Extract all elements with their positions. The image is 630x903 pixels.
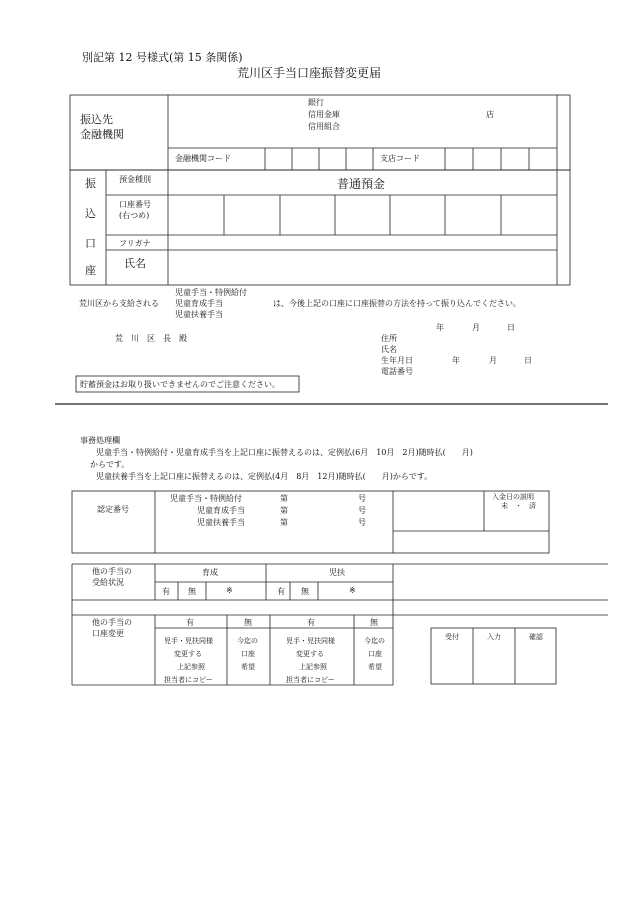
- change-ikusei-no-note-2: 口座: [241, 650, 255, 658]
- date-year: 年: [436, 323, 444, 332]
- birthdate-label: 生年月日: [381, 356, 413, 365]
- cert-number-label: 認定番号: [97, 505, 129, 514]
- birth-month: 月: [489, 356, 497, 365]
- change-ikusei-no-note-3: 希望: [241, 663, 255, 671]
- cert-fuyou: 児童扶養手当: [197, 518, 245, 527]
- branch-code-label: 支店コード: [380, 154, 420, 163]
- receipt-fuyou-no[interactable]: 無: [301, 587, 309, 596]
- allowance-ikusei: 児童育成手当: [175, 299, 223, 308]
- office-heading: 事務処理欄: [80, 436, 120, 445]
- allowance-child: 児童手当・特例給付: [175, 288, 247, 297]
- cert-dai-2: 第: [280, 506, 288, 515]
- change-ikusei-yes-note-4: 担当者にコピー: [164, 676, 213, 684]
- change-fuyou-no-note-2: 口座: [368, 650, 382, 658]
- cert-go-2: 号: [358, 506, 366, 515]
- phone-label: 電話番号: [381, 367, 413, 376]
- date-month: 月: [472, 323, 480, 332]
- office-line-3: 児童扶養手当を上記口座に振替えるのは、定例払(4月 8月 12月)随時払( 月)からです。: [96, 472, 433, 481]
- receipt-fuyou-yes[interactable]: 有: [277, 587, 285, 596]
- other-receipt-label-line2: 受給状況: [92, 578, 124, 587]
- birth-year: 年: [452, 356, 460, 365]
- office-line-2: からです。: [90, 460, 130, 469]
- address-label: 住所: [381, 334, 397, 343]
- change-fuyou-no-note-3: 希望: [368, 663, 382, 671]
- cert-child: 児童手当・特例給付: [170, 494, 242, 503]
- change-fuyou-yes-note-3: 上記参照: [299, 663, 327, 671]
- bank-code-label: 金融機関コード: [175, 154, 231, 163]
- form-number: 別記第 12 号様式(第 15 条関係): [82, 51, 243, 64]
- bank-section-label-line1: 振込先: [80, 113, 113, 126]
- account-holder-label: 氏名: [124, 257, 146, 270]
- receipt-ikusei-yes[interactable]: 有: [162, 587, 170, 596]
- cert-ikusei: 児童育成手当: [197, 506, 245, 515]
- change-fuyou-yes-note-4: 担当者にコピー: [286, 676, 335, 684]
- stamp-confirm-label: 確認: [529, 633, 543, 641]
- change-ikusei-no-note-1: 今迄の: [237, 637, 258, 645]
- addressee: 荒 川 区 長 殿: [115, 334, 187, 343]
- furigana-label: フリガナ: [119, 239, 151, 248]
- deposit-explanation-label: 入金日の説明: [492, 493, 534, 501]
- form-title: 荒川区手当口座振替変更届: [237, 66, 382, 80]
- account-side-char-2: 込: [85, 207, 96, 220]
- receipt-fuyou-heading: 児扶: [329, 568, 345, 577]
- change-fuyou-yes[interactable]: 有: [307, 618, 315, 627]
- deposit-explanation-options: 未 ・ 済: [501, 502, 536, 510]
- date-day: 日: [507, 323, 515, 332]
- birth-day: 日: [524, 356, 532, 365]
- cert-dai-1: 第: [280, 494, 288, 503]
- statement-prefix: 荒川区から支給される: [79, 299, 159, 308]
- allowance-fuyou: 児童扶養手当: [175, 310, 223, 319]
- receipt-ikusei-no[interactable]: 無: [188, 587, 196, 596]
- stamp-input-label: 入力: [487, 633, 501, 641]
- bank-type-kumiai[interactable]: 信用組合: [308, 122, 340, 131]
- bank-type-shinkin[interactable]: 信用金庫: [308, 110, 340, 119]
- cert-go-1: 号: [358, 494, 366, 503]
- receipt-ikusei-heading: 育成: [202, 568, 218, 577]
- change-ikusei-yes-note-3: 上記参照: [177, 663, 205, 671]
- bank-section-label-line2: 金融機関: [80, 128, 124, 141]
- applicant-name-label: 氏名: [381, 345, 397, 354]
- change-fuyou-yes-note-2: 変更する: [296, 650, 324, 658]
- bank-branch-suffix: 店: [486, 110, 494, 119]
- other-receipt-label-line1: 他の手当の: [92, 567, 132, 576]
- savings-notice: 貯蓄預金はお取り扱いできませんのでご注意ください。: [80, 380, 280, 389]
- cert-go-3: 号: [358, 518, 366, 527]
- account-change-label-line2: 口座変更: [92, 629, 124, 638]
- change-fuyou-no-note-1: 今迄の: [364, 637, 385, 645]
- account-number-label: 口座番号: [119, 200, 151, 209]
- change-ikusei-yes-note-2: 変更する: [174, 650, 202, 658]
- deposit-type-label: 預金種別: [119, 175, 151, 184]
- stamp-receipt-label: 受付: [445, 633, 459, 641]
- office-line-1: 児童手当・特例給付・児童育成手当を上記口座に振替えるのは、定例払(6月 10月 2月)随時払( 月): [96, 448, 473, 457]
- change-ikusei-no[interactable]: 無: [244, 618, 252, 627]
- deposit-type-value: 普通預金: [337, 177, 386, 191]
- account-side-char-1: 振: [85, 177, 96, 190]
- account-number-sub-label: (右つめ): [119, 211, 150, 220]
- change-fuyou-no[interactable]: 無: [370, 618, 378, 627]
- receipt-ikusei-note: ※: [226, 586, 233, 595]
- receipt-fuyou-note: ※: [349, 586, 356, 595]
- statement-body: は、今後上記の口座に口座振替の方法を持って振り込んでください。: [273, 299, 521, 308]
- account-change-label-line1: 他の手当の: [92, 618, 132, 627]
- change-ikusei-yes[interactable]: 有: [186, 618, 194, 627]
- change-fuyou-yes-note-1: 児手・児扶同様: [286, 637, 335, 645]
- account-side-char-3: 口: [85, 237, 96, 250]
- bank-type-bank[interactable]: 銀行: [308, 98, 324, 107]
- account-side-char-4: 座: [85, 264, 96, 277]
- cert-dai-3: 第: [280, 518, 288, 527]
- change-ikusei-yes-note-1: 児手・児扶同様: [164, 637, 213, 645]
